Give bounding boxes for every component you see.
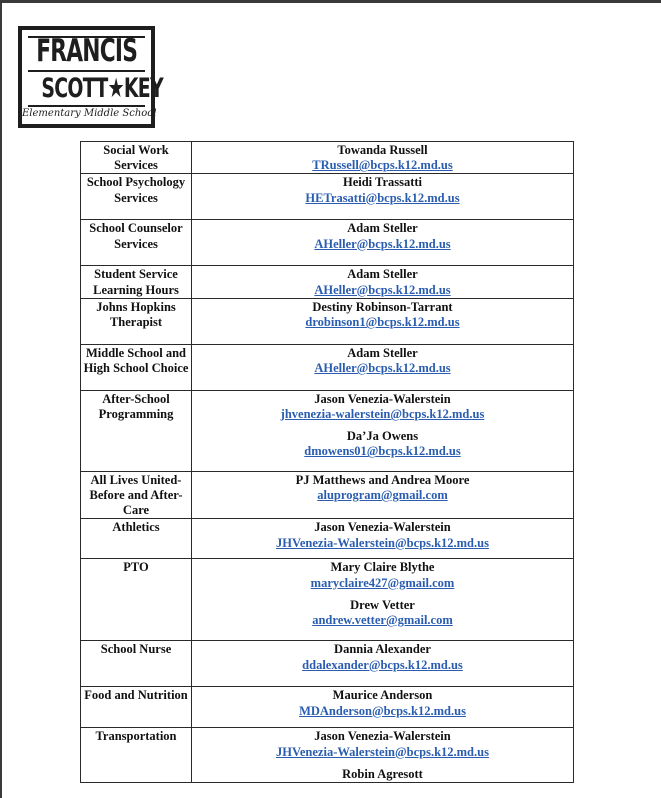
table-row: [81, 471, 574, 519]
service-name: Food and Nutrition: [81, 687, 192, 728]
contact-name: Adam Steller: [347, 267, 418, 282]
contact-name: PJ Matthews and Andrea Moore: [295, 472, 470, 487]
logo-line-1: FRANCIS: [36, 33, 138, 69]
service-name: Social Work Services: [81, 142, 192, 174]
contact: [192, 346, 573, 376]
table-row: [81, 142, 574, 174]
contact: [192, 300, 573, 330]
contact-email-link[interactable]: MDAnderson@bcps.k12.md.us: [299, 703, 466, 718]
table-row: [81, 390, 574, 471]
contact: [192, 520, 573, 550]
contact: [192, 143, 573, 173]
contact-cell: [192, 142, 574, 174]
service-name: PTO: [81, 559, 192, 641]
service-name: Middle School and High School Choice: [81, 344, 192, 390]
table-row: [81, 641, 574, 687]
contact-cell: [192, 174, 574, 220]
contact-name: Heidi Trassatti: [342, 175, 423, 190]
contact: [192, 642, 573, 672]
contact-name: Jason Venezia-Walerstein: [314, 520, 451, 535]
service-name: School Counselor Services: [81, 220, 192, 266]
contact: [192, 175, 573, 205]
table-row: [81, 519, 574, 559]
contact-name: Robin Agresott: [342, 766, 423, 781]
contact-email-link[interactable]: AHeller@bcps.k12.md.us: [314, 236, 451, 251]
service-name: After-School Programming: [81, 390, 192, 471]
contact: [192, 598, 573, 628]
logo-line-2: SCOTT★KEY: [41, 73, 164, 104]
contact-email-link[interactable]: maryclaire427@gmail.com: [310, 575, 455, 590]
contact-cell: [192, 641, 574, 687]
contact-email-link[interactable]: TRussell@bcps.k12.md.us: [312, 158, 453, 173]
contact-email-link[interactable]: drobinson1@bcps.k12.md.us: [305, 315, 460, 330]
window-top-border: [0, 0, 661, 3]
contact-name: Dannia Alexander: [334, 642, 431, 657]
contact-email-link[interactable]: AHeller@bcps.k12.md.us: [314, 361, 451, 376]
contact-email-link[interactable]: JHVenezia-Walerstein@bcps.k12.md.us: [276, 744, 489, 759]
contact-cell: [192, 519, 574, 559]
contact-cell: [192, 559, 574, 641]
table-row: [81, 220, 574, 266]
contact: [192, 560, 573, 590]
contact-email-link[interactable]: JHVenezia-Walerstein@bcps.k12.md.us: [276, 535, 489, 550]
contact: [192, 221, 573, 251]
table-row: [81, 174, 574, 220]
table-row: [81, 344, 574, 390]
contact-email-link[interactable]: aluprogram@gmail.com: [317, 488, 448, 503]
service-name: Johns Hopkins Therapist: [81, 298, 192, 344]
contact-email-link[interactable]: andrew.vetter@gmail.com: [312, 613, 453, 628]
contact: [192, 688, 573, 718]
contact-name: Adam Steller: [347, 345, 418, 360]
contact-name: Maurice Anderson: [332, 688, 433, 703]
contact-cell: [192, 344, 574, 390]
contacts-table: [80, 141, 574, 783]
contact-email-link[interactable]: AHeller@bcps.k12.md.us: [314, 282, 451, 297]
contact: [192, 767, 573, 782]
table-row: [81, 298, 574, 344]
contact-email-link[interactable]: ddalexander@bcps.k12.md.us: [302, 657, 463, 672]
table-row: [81, 559, 574, 641]
service-name: Student Service Learning Hours: [81, 266, 192, 298]
contact-email-link[interactable]: HETrasatti@bcps.k12.md.us: [305, 190, 460, 205]
contact: [192, 473, 573, 503]
contact: [192, 267, 573, 297]
contact-email-link[interactable]: jhvenezia-walerstein@bcps.k12.md.us: [280, 407, 485, 422]
service-name: School Psychology Services: [81, 174, 192, 220]
contact-cell: [192, 728, 574, 783]
contact: [192, 392, 573, 422]
school-logo: [18, 26, 164, 128]
contact-name: Da’Ja Owens: [346, 429, 419, 444]
contact-email-link[interactable]: dmowens01@bcps.k12.md.us: [304, 444, 461, 459]
contact-cell: [192, 471, 574, 519]
contact-name: Jason Venezia-Walerstein: [314, 391, 451, 406]
contact-cell: [192, 390, 574, 471]
logo-line-3: Elementary Middle School: [22, 108, 157, 119]
service-name: School Nurse: [81, 641, 192, 687]
contact-name: Jason Venezia-Walerstein: [314, 729, 451, 744]
contact-name: Mary Claire Blythe: [330, 560, 435, 575]
contact: [192, 729, 573, 759]
contact-name: Towanda Russell: [337, 143, 428, 157]
service-name: Athletics: [81, 519, 192, 559]
service-name: All Lives United-Before and After-Care: [81, 471, 192, 519]
contact: [192, 429, 573, 459]
table-row: [81, 728, 574, 783]
service-name: Transportation: [81, 728, 192, 783]
contact-cell: [192, 266, 574, 298]
table-row: [81, 687, 574, 728]
table-row: [81, 266, 574, 298]
contact-name: Drew Vetter: [350, 597, 415, 612]
contact-cell: [192, 687, 574, 728]
contact-name: Adam Steller: [347, 221, 418, 236]
contact-cell: [192, 298, 574, 344]
contact-cell: [192, 220, 574, 266]
window-left-border: [0, 0, 2, 798]
contact-name: Destiny Robinson-Tarrant: [312, 299, 453, 314]
